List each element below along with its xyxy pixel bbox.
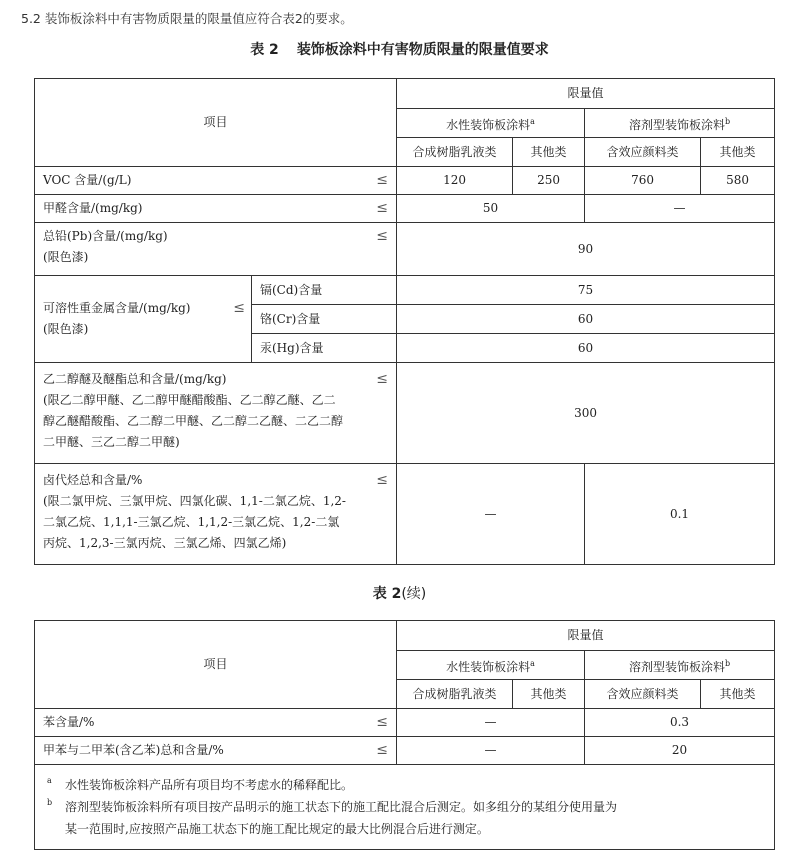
row-label-benzene xyxy=(35,709,397,737)
value-cell: — xyxy=(585,195,775,223)
header-solvent xyxy=(585,109,775,138)
footnote-mark-a: a xyxy=(530,658,535,668)
value-cell: 90 xyxy=(397,223,775,276)
header-limit: 限量值 xyxy=(397,621,775,651)
header-solvent-sub1: 含效应颜料类 xyxy=(585,138,701,167)
header-water-text: 水性装饰板涂料 xyxy=(446,117,531,132)
footnote-text: 水性装饰板涂料产品所有项目均不考虑水的稀释配比。 xyxy=(65,778,354,792)
value-cell: 50 xyxy=(397,195,585,223)
caption-suffix: (续) xyxy=(401,586,427,602)
table-row xyxy=(35,276,775,305)
le-symbol: ≤ xyxy=(376,371,389,387)
sub-item-label: 铬(Cr)含量 xyxy=(252,305,397,334)
table-row xyxy=(35,363,775,464)
row-label-formaldehyde xyxy=(35,195,397,223)
row-label-text: VOC 含量/(g/L) xyxy=(43,173,132,187)
row-label-toluene xyxy=(35,737,397,765)
table-row xyxy=(35,737,775,765)
row-label-line: (限色漆) xyxy=(43,250,89,264)
header-solvent-text: 溶剂型装饰板涂料 xyxy=(628,117,725,132)
header-water-sub2: 其他类 xyxy=(513,138,585,167)
footnote-a xyxy=(47,774,762,796)
le-symbol: ≤ xyxy=(376,228,389,244)
header-solvent-sub2: 其他类 xyxy=(701,680,775,709)
row-label-line: 总铅(Pb)含量/(mg/kg) xyxy=(43,229,168,243)
value-cell: 300 xyxy=(397,363,775,464)
header-solvent-sub1: 含效应颜料类 xyxy=(585,680,701,709)
row-label-line: 乙二醇醚及醚酯总和含量/(mg/kg) xyxy=(43,372,227,386)
value-cell: 120 xyxy=(397,167,513,195)
limits-table xyxy=(34,78,775,565)
footnote-mark-b: b xyxy=(724,116,731,126)
footnote-b xyxy=(47,796,762,840)
header-solvent-sub2: 其他类 xyxy=(701,138,775,167)
table-caption-continued xyxy=(0,583,799,603)
sub-item-label: 汞(Hg)含量 xyxy=(252,334,397,363)
value-cell: 0.3 xyxy=(585,709,775,737)
header-water xyxy=(397,651,585,680)
table-row xyxy=(35,464,775,565)
footnote-mark-b: b xyxy=(724,658,731,668)
header-water-sub1: 合成树脂乳液类 xyxy=(397,138,513,167)
table-caption xyxy=(0,39,799,59)
caption-label: 表 2 xyxy=(250,42,279,58)
header-water-sub2: 其他类 xyxy=(513,680,585,709)
footnote-mark: b xyxy=(47,798,53,807)
footnote-text: 溶剂型装饰板涂料所有项目按产品明示的施工状态下的施工配比混合后测定。如多组分的某组分使用量为 xyxy=(65,800,618,814)
header-solvent xyxy=(585,651,775,680)
intro-text: 5.2 装饰板涂料中有害物质限量的限量值应符合表2的要求。 xyxy=(21,11,353,26)
table-row xyxy=(35,709,775,737)
value-cell: 60 xyxy=(397,334,775,363)
row-label-text: 甲醛含量/(mg/kg) xyxy=(43,201,143,215)
value-cell: 75 xyxy=(397,276,775,305)
row-label-line: 二氯乙烷、1,1,1-三氯乙烷、1,1,2-三氯乙烷、1,2-二氯 xyxy=(43,515,340,529)
header-item: 项目 xyxy=(35,79,397,167)
le-symbol: ≤ xyxy=(376,172,389,188)
row-label-lead xyxy=(35,223,397,276)
footnote-mark: a xyxy=(47,776,52,785)
row-label-text: 苯含量/% xyxy=(43,715,95,729)
value-cell: 0.1 xyxy=(585,464,775,565)
row-label-line: (限二氯甲烷、三氯甲烷、四氯化碳、1,1-二氯乙烷、1,2- xyxy=(43,494,346,508)
table-row xyxy=(35,195,775,223)
row-label-line: (限乙二醇甲醚、乙二醇甲醚醋酸酯、乙二醇乙醚、乙二 xyxy=(43,393,336,407)
row-label-line: (限色漆) xyxy=(43,322,89,336)
row-label-line: 卤代烃总和含量/% xyxy=(43,473,143,487)
row-label-line: 醇乙醚醋酸酯、乙二醇二甲醚、乙二醇二乙醚、二乙二醇 xyxy=(43,414,344,428)
row-label-line: 二甲醚、三乙二醇二甲醚) xyxy=(43,435,180,449)
header-water-sub1: 合成树脂乳液类 xyxy=(397,680,513,709)
value-cell: 580 xyxy=(701,167,775,195)
value-cell: 250 xyxy=(513,167,585,195)
footnote-text: 某一范围时,应按照产品施工状态下的施工配比规定的最大比例混合后进行测定。 xyxy=(65,822,489,836)
le-symbol: ≤ xyxy=(233,300,245,316)
value-cell: — xyxy=(397,737,585,765)
row-label-halo xyxy=(35,464,397,565)
table-row xyxy=(35,167,775,195)
caption-label: 表 2 xyxy=(372,586,402,602)
header-limit: 限量值 xyxy=(397,79,775,109)
table-row xyxy=(35,223,775,276)
row-label-glycol xyxy=(35,363,397,464)
value-cell: — xyxy=(397,709,585,737)
header-water xyxy=(397,109,585,138)
footnote-mark-a: a xyxy=(530,116,535,126)
header-item: 项目 xyxy=(35,621,397,709)
row-label-text: 甲苯与二甲苯(含乙苯)总和含量/% xyxy=(43,743,224,757)
value-cell: 760 xyxy=(585,167,701,195)
le-symbol: ≤ xyxy=(376,200,389,216)
le-symbol: ≤ xyxy=(376,742,389,758)
le-symbol: ≤ xyxy=(376,472,389,488)
row-label-line: 可溶性重金属含量/(mg/kg) xyxy=(43,301,191,315)
header-water-text: 水性装饰板涂料 xyxy=(446,659,531,674)
limits-table-continued xyxy=(34,620,775,850)
footnotes xyxy=(35,765,775,850)
le-symbol: ≤ xyxy=(376,714,389,730)
row-label-line: 丙烷、1,2,3-三氯丙烷、三氯乙烯、四氯乙烯) xyxy=(43,536,287,550)
row-label-voc xyxy=(35,167,397,195)
caption-title: 装饰板涂料中有害物质限量的限量值要求 xyxy=(296,42,549,58)
footnotes-row xyxy=(35,765,775,850)
value-cell: 20 xyxy=(585,737,775,765)
sub-item-label: 镉(Cd)含量 xyxy=(252,276,397,305)
row-label-heavy-metals xyxy=(35,276,252,363)
value-cell: 60 xyxy=(397,305,775,334)
value-cell: — xyxy=(397,464,585,565)
header-solvent-text: 溶剂型装饰板涂料 xyxy=(628,659,725,674)
